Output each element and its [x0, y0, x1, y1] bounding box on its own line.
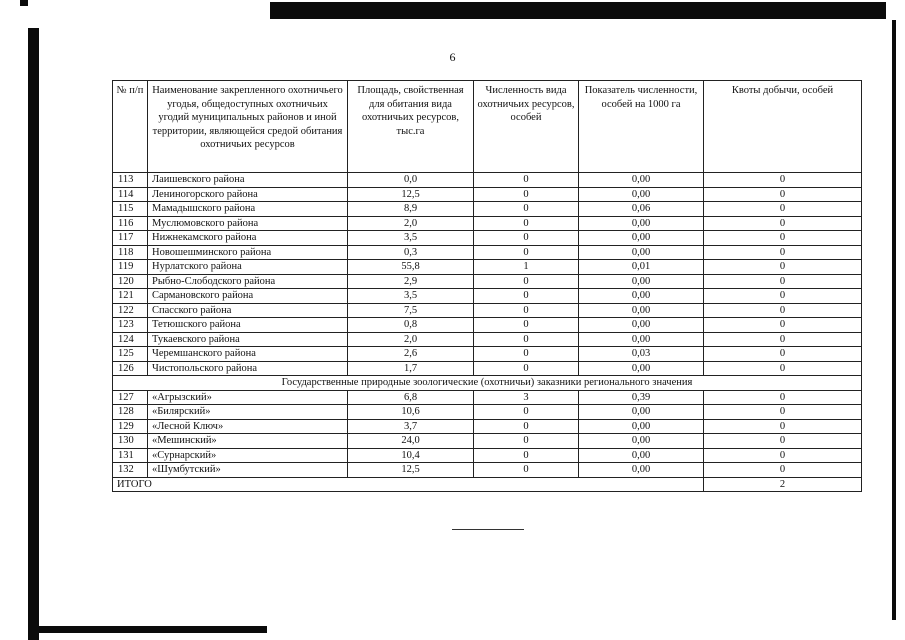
cell-quota: 0	[704, 405, 862, 420]
cell-population: 0	[474, 245, 579, 260]
cell-quota: 0	[704, 419, 862, 434]
table-row	[113, 245, 862, 260]
table-row	[113, 347, 862, 362]
cell-num: 121	[113, 289, 148, 304]
cell-area: 2,0	[348, 332, 474, 347]
table-row	[113, 231, 862, 246]
cell-area: 12,5	[348, 463, 474, 478]
cell-name: Сармановского района	[148, 289, 348, 304]
header-quota: Квоты добычи, особей	[704, 81, 862, 173]
cell-population: 0	[474, 332, 579, 347]
cell-population: 0	[474, 202, 579, 217]
section-title: Государственные природные зоологические (охотничьи) заказники регионального значения	[113, 376, 862, 391]
table-row	[113, 361, 862, 376]
cell-quota: 0	[704, 332, 862, 347]
cell-name: Мамадышского района	[148, 202, 348, 217]
cell-num: 117	[113, 231, 148, 246]
cell-name: «Шумбутский»	[148, 463, 348, 478]
cell-density: 0,00	[579, 318, 704, 333]
cell-quota: 0	[704, 187, 862, 202]
cell-num: 114	[113, 187, 148, 202]
cell-density: 0,00	[579, 289, 704, 304]
cell-num: 128	[113, 405, 148, 420]
cell-name: Тетюшского района	[148, 318, 348, 333]
cell-area: 2,9	[348, 274, 474, 289]
cell-population: 0	[474, 216, 579, 231]
scan-edge-corner	[20, 0, 28, 6]
cell-name: Лениногорского района	[148, 187, 348, 202]
cell-population: 0	[474, 303, 579, 318]
scan-edge-bottom	[39, 626, 267, 633]
cell-density: 0,00	[579, 303, 704, 318]
cell-quota: 0	[704, 245, 862, 260]
cell-quota: 0	[704, 202, 862, 217]
cell-num: 120	[113, 274, 148, 289]
cell-num: 126	[113, 361, 148, 376]
cell-population: 0	[474, 463, 579, 478]
cell-area: 0,8	[348, 318, 474, 333]
cell-num: 125	[113, 347, 148, 362]
cell-density: 0,00	[579, 332, 704, 347]
cell-quota: 0	[704, 448, 862, 463]
cell-quota: 0	[704, 216, 862, 231]
cell-density: 0,00	[579, 419, 704, 434]
total-row	[113, 477, 862, 492]
cell-population: 0	[474, 173, 579, 188]
cell-quota: 0	[704, 274, 862, 289]
cell-quota: 0	[704, 303, 862, 318]
cell-area: 24,0	[348, 434, 474, 449]
table-row	[113, 448, 862, 463]
cell-name: «Билярский»	[148, 405, 348, 420]
cell-quota: 0	[704, 231, 862, 246]
cell-name: «Агрызский»	[148, 390, 348, 405]
table-row	[113, 318, 862, 333]
table-row	[113, 405, 862, 420]
cell-density: 0,01	[579, 260, 704, 275]
cell-name: Нижнекамского района	[148, 231, 348, 246]
table-row	[113, 463, 862, 478]
cell-name: Рыбно-Слободского района	[148, 274, 348, 289]
cell-num: 131	[113, 448, 148, 463]
cell-population: 0	[474, 274, 579, 289]
cell-population: 0	[474, 289, 579, 304]
cell-num: 123	[113, 318, 148, 333]
cell-area: 2,0	[348, 216, 474, 231]
table-row	[113, 202, 862, 217]
cell-density: 0,00	[579, 216, 704, 231]
total-quota: 2	[704, 477, 862, 492]
table-row	[113, 187, 862, 202]
cell-area: 3,7	[348, 419, 474, 434]
cell-quota: 0	[704, 260, 862, 275]
header-num: № п/п	[113, 81, 148, 173]
cell-population: 1	[474, 260, 579, 275]
cell-name: «Мешинский»	[148, 434, 348, 449]
table-row	[113, 274, 862, 289]
cell-density: 0,00	[579, 187, 704, 202]
table-row	[113, 434, 862, 449]
cell-name: Тукаевского района	[148, 332, 348, 347]
cell-density: 0,00	[579, 405, 704, 420]
hunting-quota-table	[112, 80, 862, 492]
table-row	[113, 390, 862, 405]
cell-num: 129	[113, 419, 148, 434]
table-row	[113, 173, 862, 188]
page-number: 6	[449, 50, 456, 64]
section-row	[113, 376, 862, 391]
cell-quota: 0	[704, 347, 862, 362]
cell-population: 0	[474, 448, 579, 463]
header-area: Площадь, свойственная для обитания вида охотничьих ресурсов, тыс.га	[348, 81, 474, 173]
cell-name: Спасского района	[148, 303, 348, 318]
table-row	[113, 303, 862, 318]
reserve-rows	[113, 390, 862, 477]
cell-density: 0,06	[579, 202, 704, 217]
total-group	[113, 477, 862, 492]
header-name: Наименование закрепленного охотничьего угодья, общедоступных охотничьих угодий муниципальных районов и иной территории, являющейся средой обитания охотничьих ресурсов	[148, 81, 348, 173]
cell-density: 0,00	[579, 463, 704, 478]
cell-num: 127	[113, 390, 148, 405]
cell-density: 0,00	[579, 448, 704, 463]
cell-quota: 0	[704, 390, 862, 405]
cell-name: Нурлатского района	[148, 260, 348, 275]
cell-area: 10,4	[348, 448, 474, 463]
cell-density: 0,00	[579, 173, 704, 188]
cell-quota: 0	[704, 463, 862, 478]
cell-num: 119	[113, 260, 148, 275]
cell-area: 8,9	[348, 202, 474, 217]
cell-population: 0	[474, 434, 579, 449]
header-density: Показатель численности, особей на 1000 га	[579, 81, 704, 173]
cell-name: Черемшанского района	[148, 347, 348, 362]
cell-quota: 0	[704, 289, 862, 304]
cell-population: 0	[474, 318, 579, 333]
header-population: Численность вида охотничьих ресурсов, особей	[474, 81, 579, 173]
cell-area: 12,5	[348, 187, 474, 202]
cell-name: «Сурнарский»	[148, 448, 348, 463]
cell-population: 3	[474, 390, 579, 405]
total-label: ИТОГО	[113, 477, 704, 492]
table-row	[113, 216, 862, 231]
cell-density: 0,00	[579, 361, 704, 376]
table-row	[113, 289, 862, 304]
cell-name: Муслюмовского района	[148, 216, 348, 231]
scan-edge-right	[892, 20, 896, 620]
end-rule	[452, 529, 524, 530]
cell-area: 2,6	[348, 347, 474, 362]
cell-area: 0,3	[348, 245, 474, 260]
cell-area: 0,0	[348, 173, 474, 188]
cell-population: 0	[474, 419, 579, 434]
table-row	[113, 419, 862, 434]
cell-area: 10,6	[348, 405, 474, 420]
cell-population: 0	[474, 361, 579, 376]
cell-area: 3,5	[348, 231, 474, 246]
cell-population: 0	[474, 187, 579, 202]
cell-num: 132	[113, 463, 148, 478]
cell-population: 0	[474, 347, 579, 362]
cell-quota: 0	[704, 173, 862, 188]
cell-density: 0,03	[579, 347, 704, 362]
cell-num: 116	[113, 216, 148, 231]
cell-area: 1,7	[348, 361, 474, 376]
cell-name: Лаишевского района	[148, 173, 348, 188]
scan-edge-top	[270, 2, 886, 19]
cell-density: 0,00	[579, 245, 704, 260]
cell-area: 6,8	[348, 390, 474, 405]
cell-num: 130	[113, 434, 148, 449]
cell-quota: 0	[704, 361, 862, 376]
cell-area: 3,5	[348, 289, 474, 304]
cell-area: 55,8	[348, 260, 474, 275]
cell-num: 115	[113, 202, 148, 217]
table-row	[113, 260, 862, 275]
cell-num: 124	[113, 332, 148, 347]
cell-quota: 0	[704, 318, 862, 333]
cell-density: 0,39	[579, 390, 704, 405]
cell-name: Чистопольского района	[148, 361, 348, 376]
cell-num: 122	[113, 303, 148, 318]
cell-num: 118	[113, 245, 148, 260]
district-rows	[113, 173, 862, 376]
cell-name: Новошешминского района	[148, 245, 348, 260]
cell-density: 0,00	[579, 434, 704, 449]
scan-edge-left	[28, 28, 39, 640]
cell-density: 0,00	[579, 274, 704, 289]
table-header-row	[113, 81, 862, 173]
cell-num: 113	[113, 173, 148, 188]
cell-population: 0	[474, 405, 579, 420]
cell-quota: 0	[704, 434, 862, 449]
section-group	[113, 376, 862, 391]
cell-area: 7,5	[348, 303, 474, 318]
cell-name: «Лесной Ключ»	[148, 419, 348, 434]
cell-population: 0	[474, 231, 579, 246]
table-row	[113, 332, 862, 347]
cell-density: 0,00	[579, 231, 704, 246]
